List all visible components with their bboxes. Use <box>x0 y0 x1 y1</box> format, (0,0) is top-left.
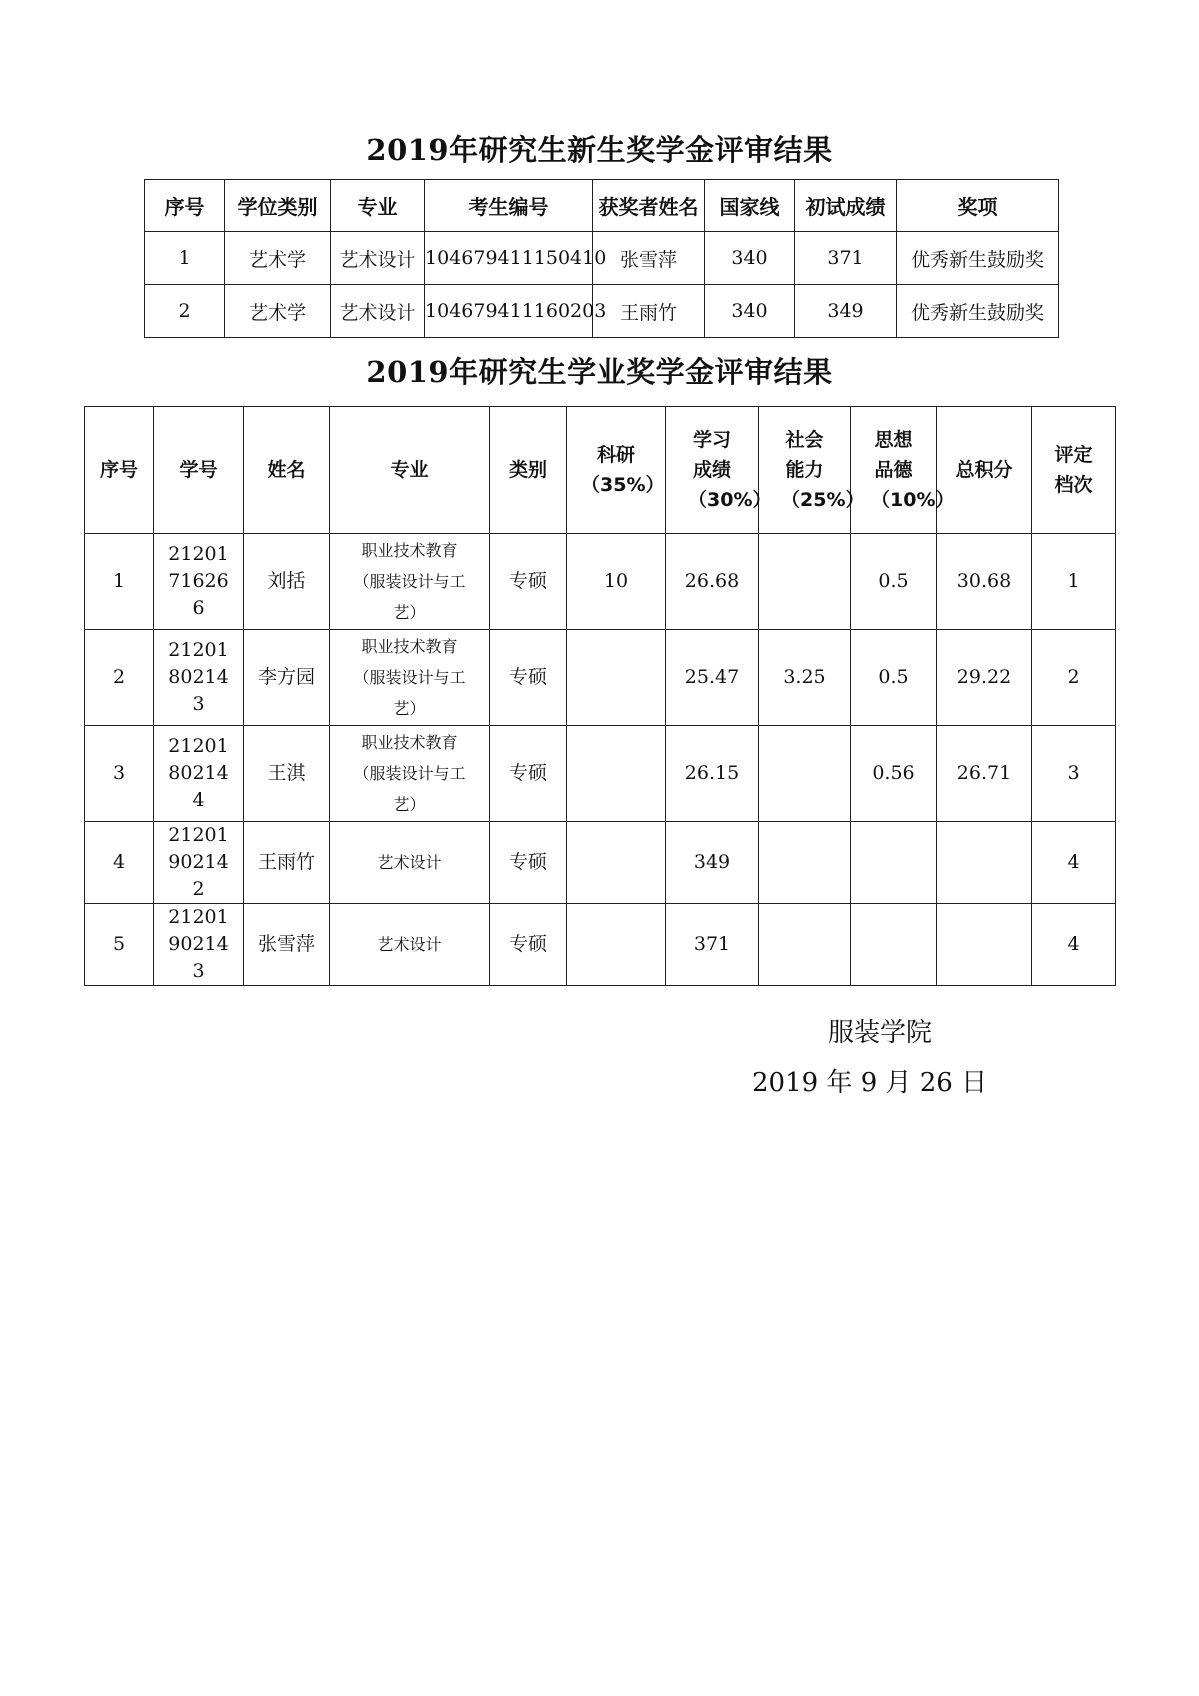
table-cell <box>567 726 666 822</box>
table-cell: 29.22 <box>937 630 1032 726</box>
table-cell: 25.47 <box>666 630 759 726</box>
table-row <box>145 285 1059 338</box>
table-cell <box>851 904 937 986</box>
table-cell: 104679411160203 <box>425 285 593 338</box>
header-cell: 国家线 <box>705 180 795 232</box>
table-row <box>85 822 1116 904</box>
table-cell: 艺术设计 <box>330 822 490 904</box>
header-cell: 获奖者姓名 <box>593 180 705 232</box>
table-cell <box>759 904 851 986</box>
table-cell: 1 <box>1032 534 1116 630</box>
table-cell: 职业技术教育（服装设计与工艺） <box>330 630 490 726</box>
table-cell: 刘括 <box>244 534 330 630</box>
table-cell: 4 <box>1032 904 1116 986</box>
issue-date: 2019 年 9 月 26 日 <box>752 1068 988 1098</box>
table-cell <box>851 822 937 904</box>
table-cell: 0.56 <box>851 726 937 822</box>
table-cell: 10 <box>567 534 666 630</box>
header-cell: 姓名 <box>244 407 330 534</box>
table-cell: 30.68 <box>937 534 1032 630</box>
header-cell: 总积分 <box>937 407 1032 534</box>
table-cell <box>759 534 851 630</box>
table-cell: 职业技术教育（服装设计与工艺） <box>330 534 490 630</box>
table-row <box>85 726 1116 822</box>
table-cell: 优秀新生鼓励奖 <box>897 232 1059 285</box>
table-cell: 21201902143 <box>154 904 244 986</box>
table-cell: 李方园 <box>244 630 330 726</box>
issuing-organization: 服装学院 <box>828 1018 933 1048</box>
table-cell: 21201716266 <box>154 534 244 630</box>
academic-scholarship-table <box>84 406 1116 986</box>
table-cell: 4 <box>85 822 154 904</box>
table-cell: 349 <box>795 285 897 338</box>
header-cell: 评定档次 <box>1032 407 1116 534</box>
table-cell: 4 <box>1032 822 1116 904</box>
table-cell: 艺术学 <box>225 232 331 285</box>
table-cell: 1 <box>145 232 225 285</box>
header-cell: 序号 <box>85 407 154 534</box>
table-cell: 王雨竹 <box>593 285 705 338</box>
table-cell: 371 <box>666 904 759 986</box>
header-cell: 学号 <box>154 407 244 534</box>
table-cell: 专硕 <box>490 534 567 630</box>
table-cell: 21201802143 <box>154 630 244 726</box>
header-cell: 科研（35%） <box>567 407 666 534</box>
freshman-scholarship-table <box>144 179 1059 338</box>
table-cell: 2 <box>85 630 154 726</box>
table-cell: 张雪萍 <box>593 232 705 285</box>
table-cell: 26.68 <box>666 534 759 630</box>
table-cell: 优秀新生鼓励奖 <box>897 285 1059 338</box>
page-title-academic-scholarship: 2019年研究生学业奖学金评审结果 <box>366 355 833 389</box>
table-cell: 职业技术教育（服装设计与工艺） <box>330 726 490 822</box>
table-cell: 1 <box>85 534 154 630</box>
table-header-row <box>85 407 1116 534</box>
table-cell: 3 <box>1032 726 1116 822</box>
header-cell: 类别 <box>490 407 567 534</box>
header-cell: 思想品德（10%） <box>851 407 937 534</box>
table-cell: 艺术学 <box>225 285 331 338</box>
table-row <box>85 534 1116 630</box>
table-cell: 26.71 <box>937 726 1032 822</box>
table-cell: 专硕 <box>490 726 567 822</box>
table-cell <box>937 904 1032 986</box>
table-row <box>145 232 1059 285</box>
header-cell: 序号 <box>145 180 225 232</box>
header-cell: 考生编号 <box>425 180 593 232</box>
table-cell: 张雪萍 <box>244 904 330 986</box>
table-cell: 3 <box>85 726 154 822</box>
table-header-row <box>145 180 1059 232</box>
table-cell: 艺术设计 <box>330 904 490 986</box>
header-cell: 专业 <box>331 180 425 232</box>
table-cell <box>567 822 666 904</box>
table-cell: 2 <box>145 285 225 338</box>
table-cell: 0.5 <box>851 534 937 630</box>
table-cell <box>759 822 851 904</box>
table-row <box>85 630 1116 726</box>
table-cell: 0.5 <box>851 630 937 726</box>
table-cell: 21201902142 <box>154 822 244 904</box>
table-cell: 340 <box>705 232 795 285</box>
table-cell: 王雨竹 <box>244 822 330 904</box>
header-cell: 学位类别 <box>225 180 331 232</box>
table-cell <box>759 726 851 822</box>
table-cell: 专硕 <box>490 904 567 986</box>
table-cell: 349 <box>666 822 759 904</box>
table-cell: 专硕 <box>490 822 567 904</box>
table-cell <box>567 630 666 726</box>
table-row <box>85 904 1116 986</box>
table-cell: 21201802144 <box>154 726 244 822</box>
table-cell: 371 <box>795 232 897 285</box>
table-cell: 104679411150410 <box>425 232 593 285</box>
table-cell <box>567 904 666 986</box>
header-cell: 奖项 <box>897 180 1059 232</box>
page-title-freshman-scholarship: 2019年研究生新生奖学金评审结果 <box>366 133 833 167</box>
header-cell: 学习成绩（30%） <box>666 407 759 534</box>
table-cell <box>937 822 1032 904</box>
table-cell: 专硕 <box>490 630 567 726</box>
table-cell: 3.25 <box>759 630 851 726</box>
table-cell: 艺术设计 <box>331 232 425 285</box>
table-cell: 5 <box>85 904 154 986</box>
table-cell: 340 <box>705 285 795 338</box>
header-cell: 初试成绩 <box>795 180 897 232</box>
table-cell: 2 <box>1032 630 1116 726</box>
header-cell: 社会能力（25%） <box>759 407 851 534</box>
table-cell: 26.15 <box>666 726 759 822</box>
table-cell: 王淇 <box>244 726 330 822</box>
header-cell: 专业 <box>330 407 490 534</box>
table-cell: 艺术设计 <box>331 285 425 338</box>
